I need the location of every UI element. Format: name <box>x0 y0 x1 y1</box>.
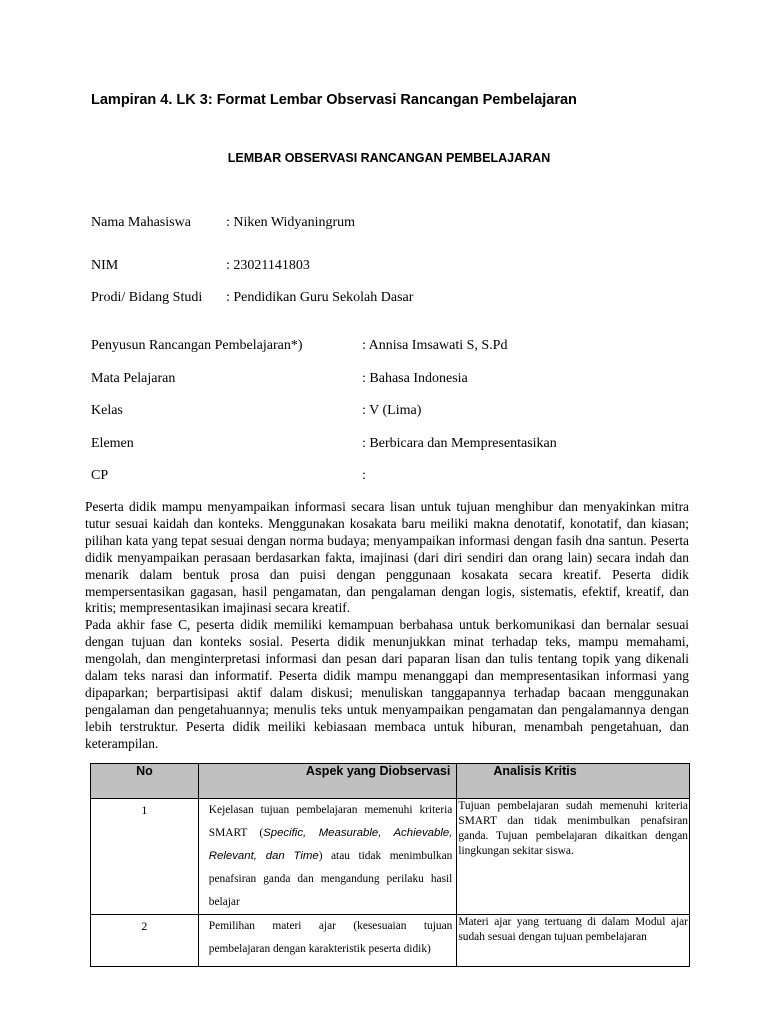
aspek-italic-text: Specific, Measurable, Achievable, Relevant, dan Time <box>208 827 453 862</box>
aspek-text: Pemilihan materi ajar (kesesuaian tujuan pembelajaran dengan karakteristik peserta didik) <box>208 920 453 955</box>
observation-table <box>90 763 690 967</box>
label-nama-mahasiswa: Nama Mahasiswa <box>91 215 191 230</box>
label-cp: CP <box>91 468 109 483</box>
analisis-cell: Materi ajar yang tertuang di dalam Modul ajar sudah sesuai dengan tujuan pembelajaran <box>457 915 690 967</box>
value-mata-pelajaran: : Bahasa Indonesia <box>362 371 468 386</box>
label-penyusun: Penyusun Rancangan Pembelajaran*) <box>91 338 303 353</box>
table-row <box>91 915 690 967</box>
value-kelas: : V (Lima) <box>362 403 422 418</box>
aspek-text: Kejelasan tujuan pembelajaran memenuhi kriteria SMART ( <box>208 804 453 839</box>
value-cp: : <box>362 468 366 483</box>
analisis-cell: Tujuan pembelajaran sudah memenuhi kriteria SMART dan tidak menimbulkan penafsiran ganda. Tujuan pembelajaran dikaitkan dengan lingkungan sekitar siswa. <box>457 799 690 915</box>
label-kelas: Kelas <box>91 403 123 418</box>
value-prodi: : Pendidikan Guru Sekolah Dasar <box>226 290 414 305</box>
aspek-text: ) atau tidak menimbulkan penafsiran ganda dan mengandung perilaku hasil belajar <box>208 850 453 908</box>
cp-description <box>85 499 689 753</box>
label-prodi: Prodi/ Bidang Studi <box>91 290 203 305</box>
page-heading: Lampiran 4. LK 3: Format Lembar Observasi Rancangan Pembelajaran <box>91 92 577 108</box>
row-number: 1 <box>91 799 199 915</box>
header-no: No <box>91 764 199 799</box>
table-row <box>91 799 690 915</box>
value-penyusun: : Annisa Imsawati S, S.Pd <box>362 338 508 353</box>
cp-paragraph: Peserta didik mampu menyampaikan informasi secara lisan untuk tujuan menghibur dan menyakinkan mitra tutur sesuai kaidah dan konteks. Menggunakan kosakata baru meiliki makna denotatif, konotatif, dan kiasan; pilihan kata yang tepat sesuai dengan norma budaya; menyampaikan informasi dengan fasih dna santun. Peserta didik menyampaikan perasaan berdasarkan fakta, imajinasi (dari diri sendiri dan orang lain) secara indah dan menarik dalam bentuk prosa dan puisi dengan penggunaan kosakata secara kreatif. Peserta didik mempersentasikan gagasan, hasil pengamatan, dan pengalaman dengan logis, sistematis, efektif, kreatif, dan kritis; mempresentasikan imajinasi secara kreatif. <box>85 499 689 616</box>
value-nim: : 23021141803 <box>226 258 310 273</box>
value-nama-mahasiswa: : Niken Widyaningrum <box>226 215 356 230</box>
label-elemen: Elemen <box>91 436 134 451</box>
document-title: LEMBAR OBSERVASI RANCANGAN PEMBELAJARAN <box>227 151 551 165</box>
label-nim: NIM <box>91 258 119 273</box>
row-number: 2 <box>91 915 199 967</box>
cp-paragraph: Pada akhir fase C, peserta didik memiliki kemampuan berbahasa untuk berkomunikasi dan bernalar sesuai dengan tujuan dan konteks sosial. Peserta didik menunjukkan minat terhadap teks, mampu memahami, mengolah, dan menginterpretasi informasi dan pesan dari paparan lisan dan tulis tentang topik yang dikenali dalam teks narasi dan informatif. Peserta didik mampu menanggapi dan mempresentasikan informasi yang dipaparkan; berpartisipasi aktif dalam diskusi; menuliskan tanggapannya terhadap bacaan menggunakan pengalaman dan pengetahuannya; menulis teks untuk menyampaikan pengamatan dan pengalamannya dengan lebih terstruktur. Peserta didik meiliki kebiasaan membaca untuk hiburan, menambah pengetahuan, dan keterampilan. <box>85 617 689 751</box>
header-aspek: Aspek yang Diobservasi <box>198 764 457 799</box>
value-elemen: : Berbicara dan Mempresentasikan <box>362 436 557 451</box>
header-analisis: Analisis Kritis <box>457 764 690 799</box>
aspek-cell <box>198 915 457 967</box>
aspek-cell <box>198 799 457 915</box>
label-mata-pelajaran: Mata Pelajaran <box>91 371 176 386</box>
table-header-row <box>91 764 690 799</box>
